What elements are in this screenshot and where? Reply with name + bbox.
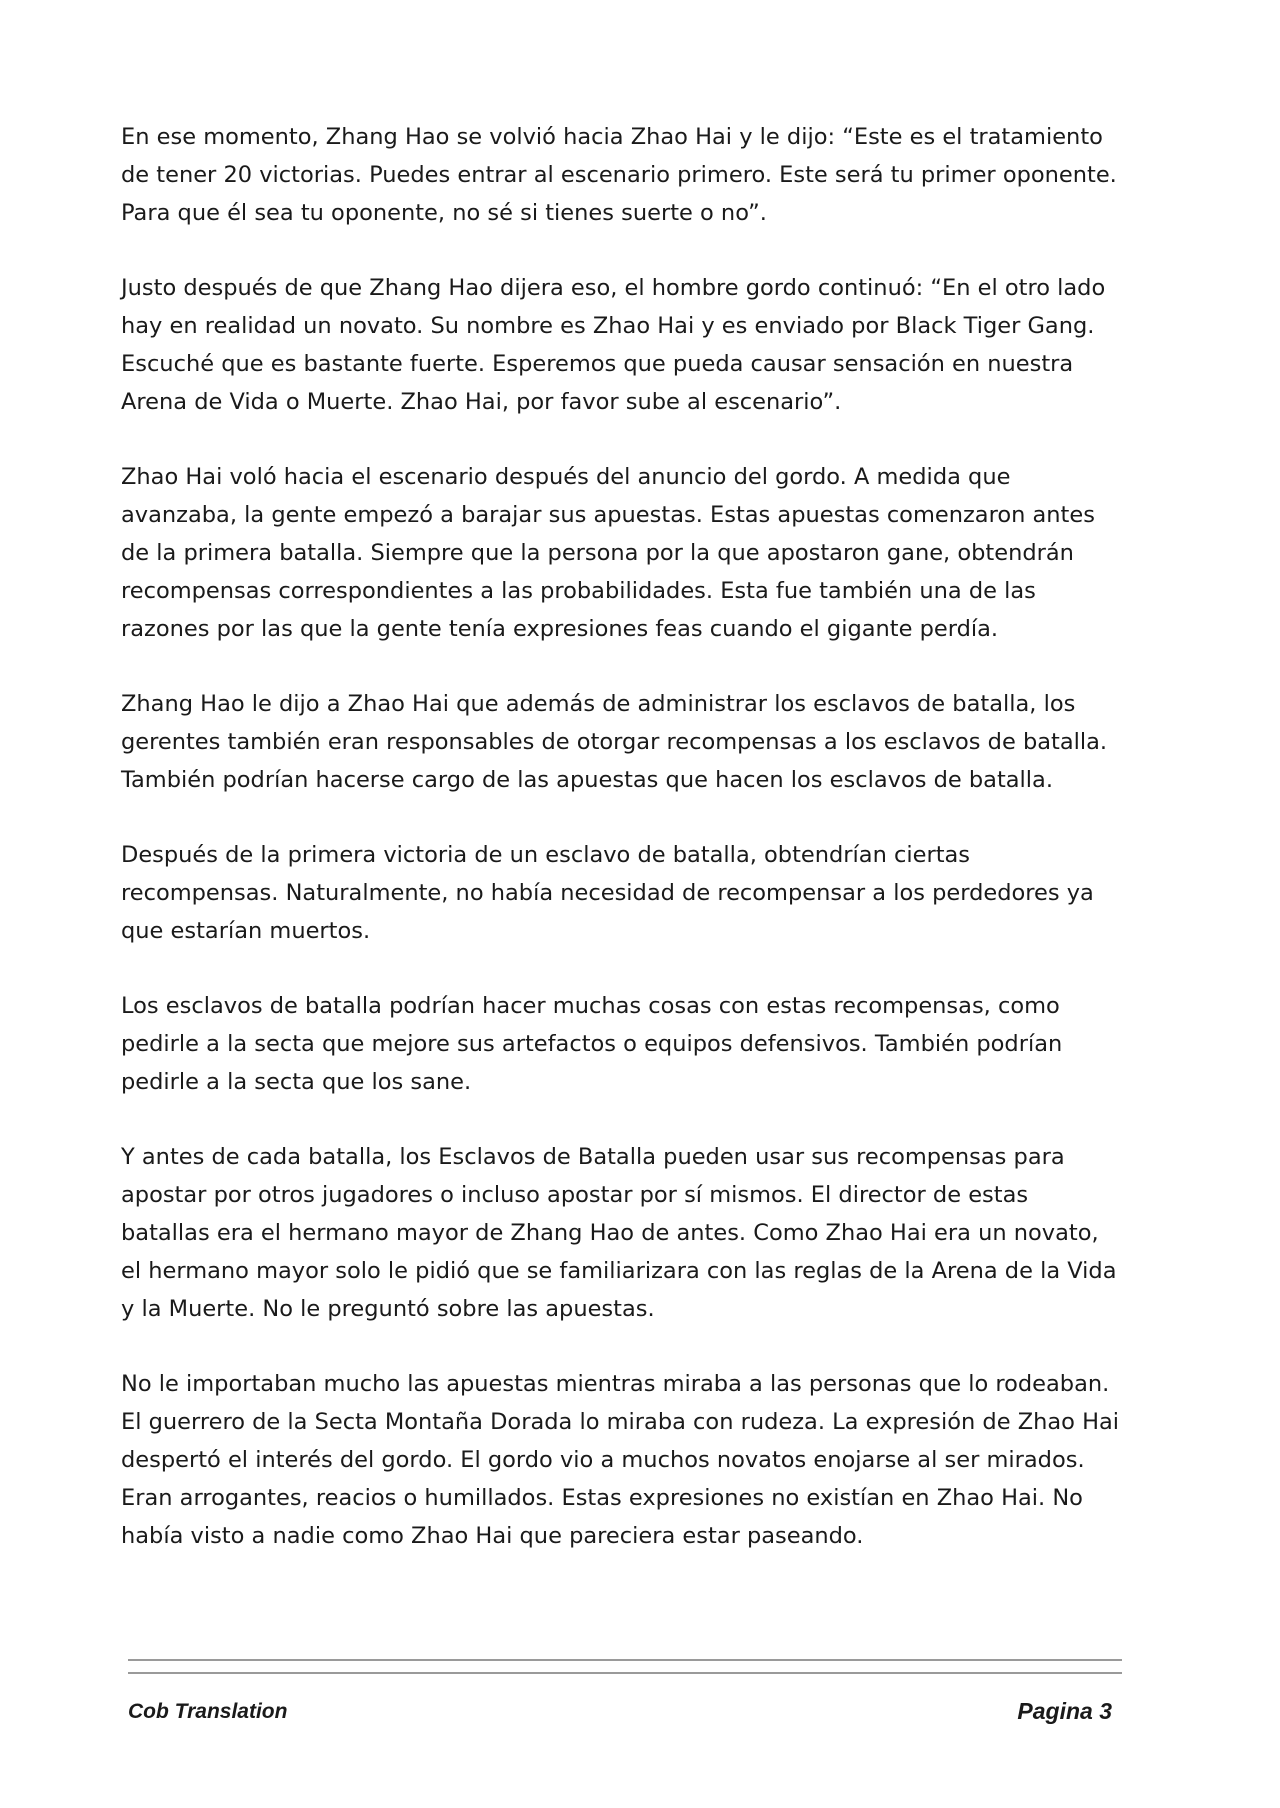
paragraph-3: Zhao Hai voló hacia el escenario después del anuncio del gordo. A medida que avanzaba, la gente empezó a barajar sus apuestas. Estas apuestas comenzaron antes de la primera batalla. Siempre que la persona por la que apostaron gane, obtendrán recompensas correspondientes a las probabilidades. Esta fue también una de las razones por las que la gente tenía expresiones feas cuando el gigante perdía.: [121, 464, 1095, 642]
page-body: [121, 118, 1121, 1592]
footer-divider: [128, 1659, 1122, 1674]
footer-rule-top: [128, 1659, 1122, 1661]
footer-page-number: Pagina 3: [1017, 1698, 1112, 1724]
paragraph-6: Los esclavos de batalla podrían hacer muchas cosas con estas recompensas, como pedirle a la secta que mejore sus artefactos o equipos defensivos. También podrían pedirle a la secta que los sane.: [121, 993, 1063, 1095]
paragraph-5: Después de la primera victoria de un esclavo de batalla, obtendrían ciertas recompensas. Naturalmente, no había necesidad de recompensar a los perdedores ya que estarían muertos.: [121, 842, 1094, 944]
paragraph-7: Y antes de cada batalla, los Esclavos de Batalla pueden usar sus recompensas para apostar por otros jugadores o incluso apostar por sí mismos. El director de estas batallas era el hermano mayor de Zhang Hao de antes. Como Zhao Hai era un novato, el hermano mayor solo le pidió que se familiarizara con las reglas de la Arena de la Vida y la Muerte. No le preguntó sobre las apuestas.: [121, 1144, 1117, 1322]
paragraph-8: No le importaban mucho las apuestas mientras miraba a las personas que lo rodeaban. El guerrero de la Secta Montaña Dorada lo miraba con rudeza. La expresión de Zhao Hai despertó el interés del gordo. El gordo vio a muchos novatos enojarse al ser mirados. Eran arrogantes, reacios o humillados. Estas expresiones no existían en Zhao Hai. No había visto a nadie como Zhao Hai que pareciera estar paseando.: [121, 1371, 1120, 1549]
footer-rule-bottom: [128, 1672, 1122, 1674]
paragraph-1: En ese momento, Zhang Hao se volvió hacia Zhao Hai y le dijo: “Este es el tratamiento de tener 20 victorias. Puedes entrar al escenario primero. Este será tu primer oponente. Para que él sea tu oponente, no sé si tienes suerte o no”.: [121, 124, 1117, 226]
paragraph-4: Zhang Hao le dijo a Zhao Hai que además de administrar los esclavos de batalla, los gerentes también eran responsables de otorgar recompensas a los esclavos de batalla. También podrían hacerse cargo de las apuestas que hacen los esclavos de batalla.: [121, 691, 1108, 793]
footer-publisher: Cob Translation: [128, 1700, 288, 1723]
paragraph-2: Justo después de que Zhang Hao dijera eso, el hombre gordo continuó: “En el otro lado hay en realidad un novato. Su nombre es Zhao Hai y es enviado por Black Tiger Gang. Escuché que es bastante fuerte. Esperemos que pueda causar sensación en nuestra Arena de Vida o Muerte. Zhao Hai, por favor sube al escenario”.: [121, 275, 1106, 415]
